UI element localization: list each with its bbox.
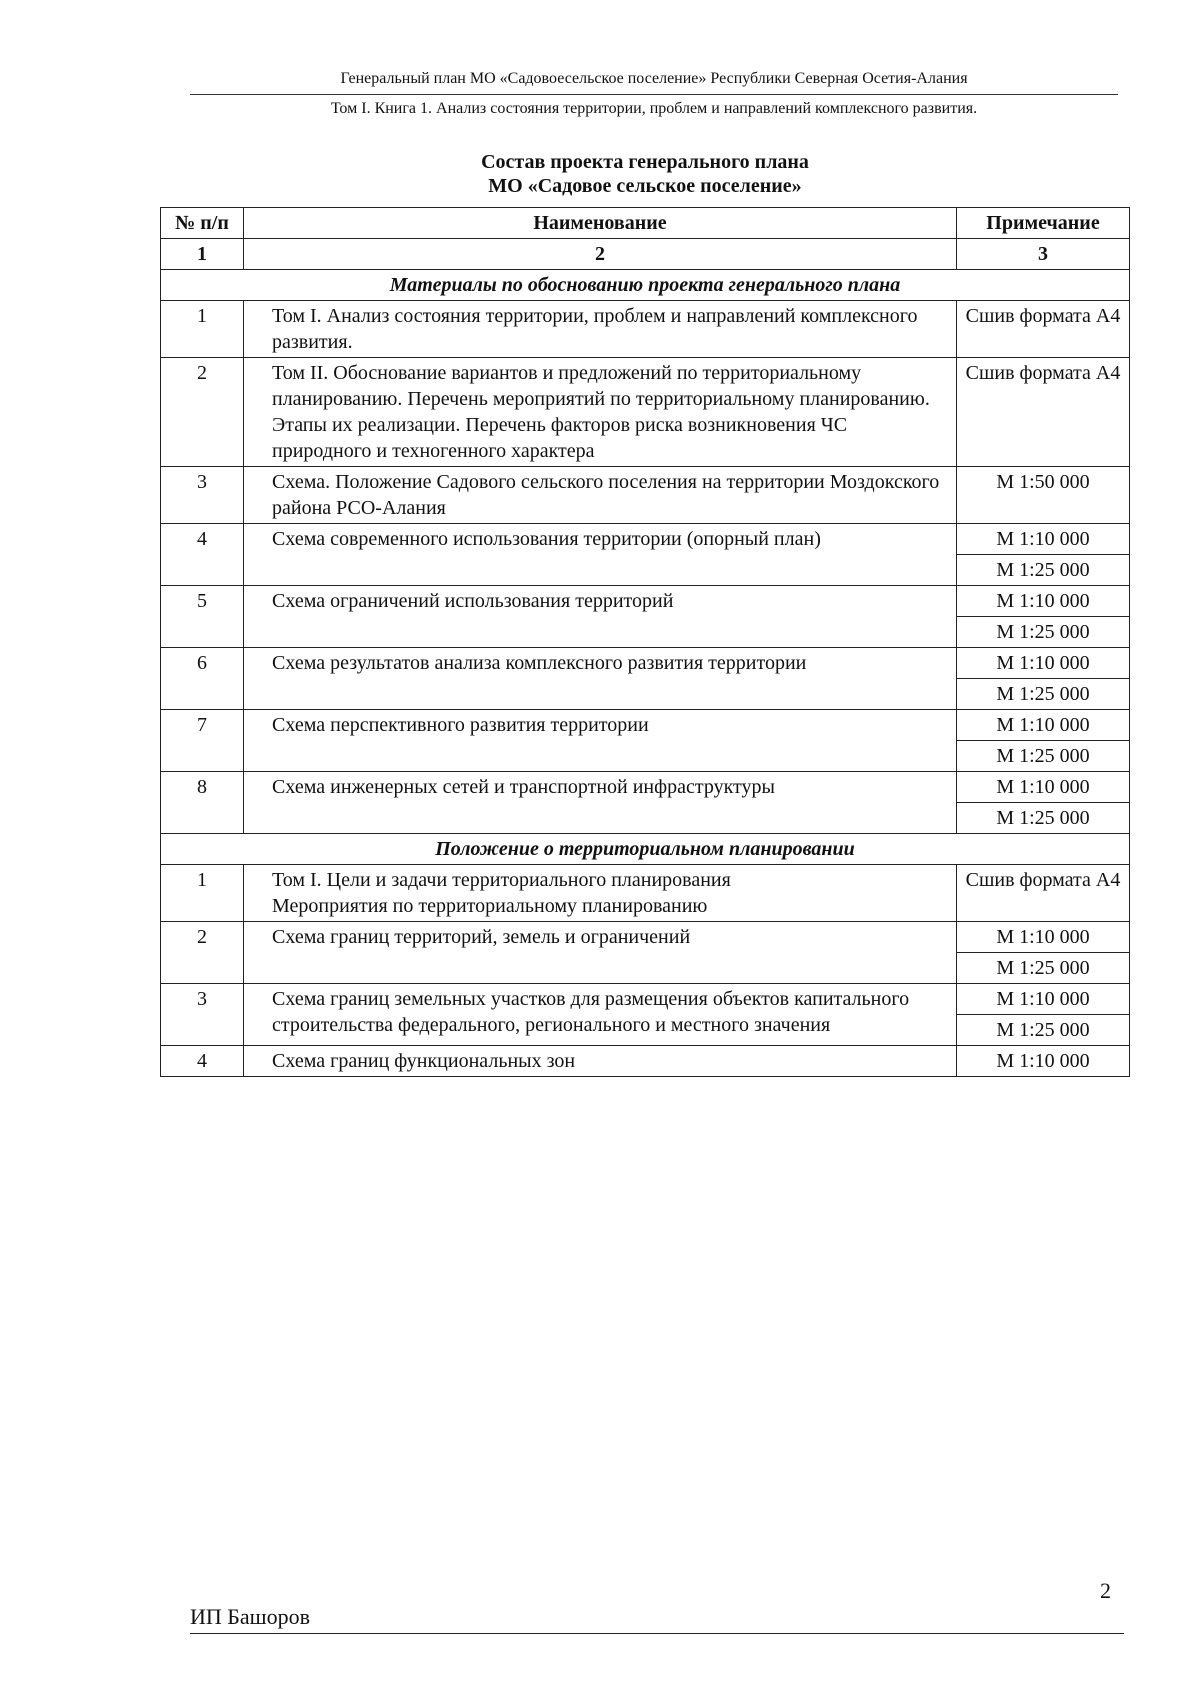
- row-name: Том I. Анализ состояния территории, проблем и направлений комплексного развития.: [244, 301, 957, 358]
- row-note: М 1:10 000: [957, 1046, 1130, 1077]
- header-name: Наименование: [244, 208, 957, 239]
- title-line-1: Состав проекта генерального плана: [481, 151, 809, 173]
- row-note-scale-2: М 1:25 000: [957, 741, 1130, 772]
- row-note: Сшив формата А4: [957, 301, 1130, 358]
- row-note: Сшив формата А4: [957, 865, 1130, 922]
- composition-table: [160, 207, 1130, 1077]
- row-note-scale-2: М 1:25 000: [957, 953, 1130, 984]
- row-note: М 1:50 000: [957, 467, 1130, 524]
- section-title: Положение о территориальном планировании: [161, 834, 1130, 865]
- section-title: Материалы по обоснованию проекта генерального плана: [161, 270, 1130, 301]
- header-note: Примечание: [957, 208, 1130, 239]
- section-row: [161, 270, 1130, 301]
- row-name: Схема ограничений использования территорий: [244, 586, 957, 648]
- section-row: [161, 834, 1130, 865]
- table-row: [161, 772, 1130, 803]
- row-number: 1: [161, 865, 244, 922]
- row-name: Схема инженерных сетей и транспортной инфраструктуры: [244, 772, 957, 834]
- row-name: [244, 865, 957, 922]
- row-note-scale-1: М 1:10 000: [957, 710, 1130, 741]
- row-note-scale-1: М 1:10 000: [957, 586, 1130, 617]
- row-number: 4: [161, 524, 244, 586]
- row-number: 5: [161, 586, 244, 648]
- row-number: 8: [161, 772, 244, 834]
- table-row: [161, 922, 1130, 953]
- row-name: Схема. Положение Садового сельского поселения на территории Моздокского района РСО-Алания: [244, 467, 957, 524]
- row-number: 3: [161, 467, 244, 524]
- row-number: 2: [161, 358, 244, 467]
- row-name: Схема результатов анализа комплексного развития территории: [244, 648, 957, 710]
- row-name-line-2: Мероприятия по территориальному планированию: [272, 895, 708, 917]
- header-divider: [190, 94, 1118, 95]
- row-name-line-1: Том I. Цели и задачи территориального планирования: [272, 869, 731, 891]
- row-name: Схема перспективного развития территории: [244, 710, 957, 772]
- document-title: [160, 150, 1130, 198]
- column-number-row: [161, 239, 1130, 270]
- row-number: 1: [161, 301, 244, 358]
- row-number: 6: [161, 648, 244, 710]
- title-line-2: МО «Садовое сельское поселение»: [488, 175, 802, 197]
- row-note-scale-2: М 1:25 000: [957, 1015, 1130, 1046]
- table-row: [161, 865, 1130, 922]
- col-number-2: 2: [244, 239, 957, 270]
- row-name: Том II. Обоснование вариантов и предложений по территориальному планированию. Перечень мероприятий по территориальному планированию. Этапы их реализации. Перечень факторов риска возникновения ЧС природного и техногенного характера: [244, 358, 957, 467]
- row-name: Схема границ территорий, земель и ограничений: [244, 922, 957, 984]
- row-note-scale-1: М 1:10 000: [957, 772, 1130, 803]
- row-name: Схема границ земельных участков для размещения объектов капитального строительства федерального, регионального и местного значения: [244, 984, 957, 1046]
- footer-author: ИП Башоров: [190, 1604, 311, 1629]
- header-number: № п/п: [161, 208, 244, 239]
- row-number: 3: [161, 984, 244, 1046]
- table-row: [161, 524, 1130, 555]
- row-number: 2: [161, 922, 244, 984]
- row-name: Схема современного использования территории (опорный план): [244, 524, 957, 586]
- row-name: Схема границ функциональных зон: [244, 1046, 957, 1077]
- table-row: [161, 301, 1130, 358]
- header-title: Генеральный план МО «Садовоесельское поселение» Республики Северная Осетия-Алания: [340, 70, 968, 87]
- table-row: [161, 1046, 1130, 1077]
- row-note-scale-1: М 1:10 000: [957, 922, 1130, 953]
- row-note-scale-1: М 1:10 000: [957, 524, 1130, 555]
- row-note-scale-1: М 1:10 000: [957, 984, 1130, 1015]
- row-note-scale-2: М 1:25 000: [957, 679, 1130, 710]
- row-note-scale-2: М 1:25 000: [957, 555, 1130, 586]
- table-row: [161, 586, 1130, 617]
- table-header-row: [161, 208, 1130, 239]
- row-number: 4: [161, 1046, 244, 1077]
- col-number-1: 1: [161, 239, 244, 270]
- row-note-scale-2: М 1:25 000: [957, 803, 1130, 834]
- table-row: [161, 984, 1130, 1015]
- row-number: 7: [161, 710, 244, 772]
- table-row: [161, 648, 1130, 679]
- table-row: [161, 358, 1130, 467]
- col-number-3: 3: [957, 239, 1130, 270]
- row-note-scale-2: М 1:25 000: [957, 617, 1130, 648]
- header-subtitle: Том I. Книга 1. Анализ состояния территории, проблем и направлений комплексного развития.: [330, 100, 978, 117]
- row-note: Сшив формата А4: [957, 358, 1130, 467]
- row-note-scale-1: М 1:10 000: [957, 648, 1130, 679]
- table-row: [161, 467, 1130, 524]
- page-number: 2: [1100, 1578, 1111, 1603]
- footer-divider: [190, 1633, 1124, 1634]
- table-row: [161, 710, 1130, 741]
